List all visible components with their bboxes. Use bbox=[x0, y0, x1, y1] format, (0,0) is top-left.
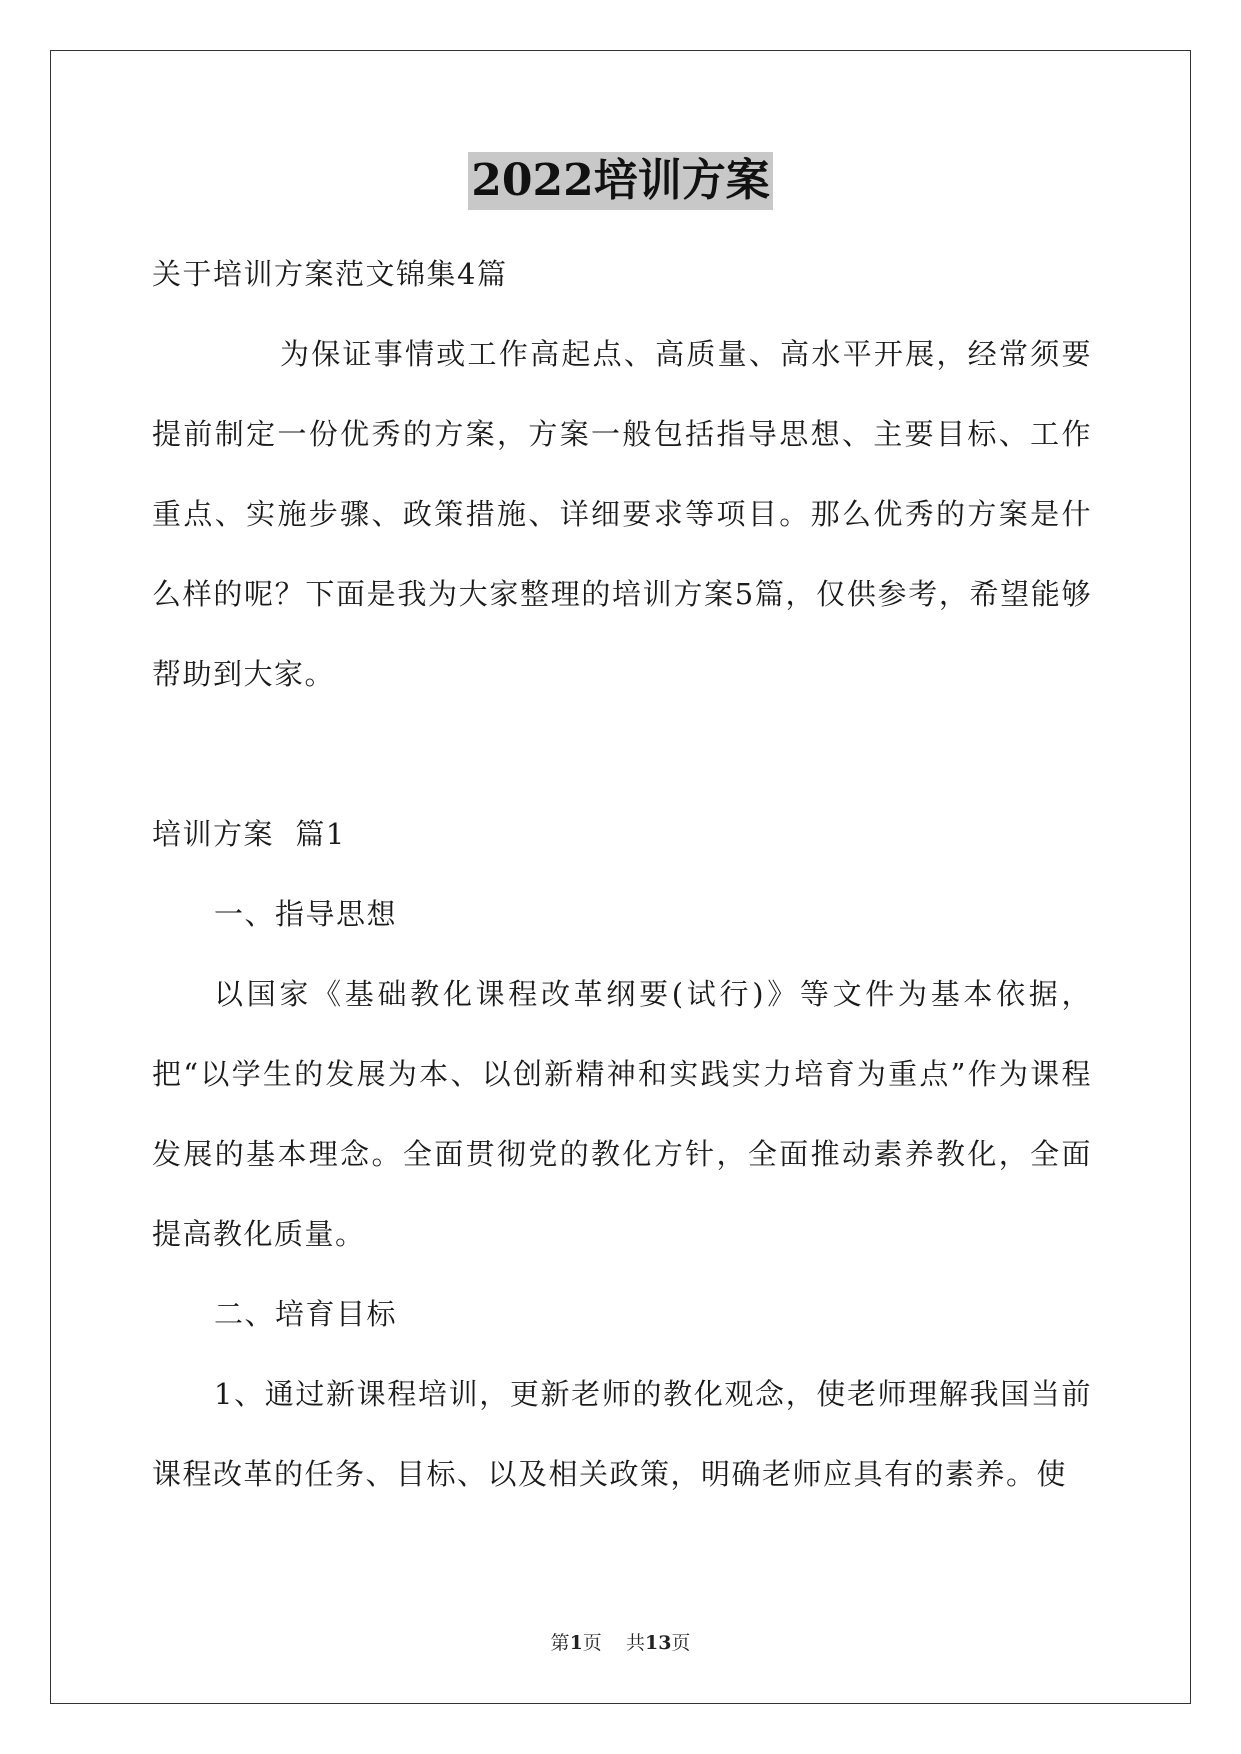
heading-training-goals: 二、培育目标 bbox=[214, 1297, 398, 1331]
paragraph-guiding-ideology: 以国家《基础教化课程改革纲要(试行)》等文件为基本依据，把“以学生的发展为本、以创新精神和实践实力培育为重点”作为课程发展的基本理念。全面贯彻党的教化方针，全面推动素养教化，全面提高教化质量。 bbox=[152, 977, 1092, 1251]
footer-total-pages: 13 bbox=[644, 1632, 672, 1654]
title-container bbox=[0, 152, 1241, 210]
intro-paragraph: 为保证事情或工作高起点、高质量、高水平开展，经常须要提前制定一份优秀的方案，方案一般包括指导思想、主要目标、工作重点、实施步骤、政策措施、详细要求等项目。那么优秀的方案是什么样的呢？下面是我为大家整理的培训方案5篇，仅供参考，希望能够帮助到大家。 bbox=[152, 337, 1092, 691]
heading-guiding-ideology: 一、指导思想 bbox=[214, 897, 398, 931]
document-title: 2022培训方案 bbox=[468, 152, 772, 210]
section-heading: 培训方案 篇1 bbox=[152, 817, 346, 851]
paragraph-spacer bbox=[152, 714, 1092, 794]
footer-page-prefix: 第 bbox=[550, 1632, 570, 1654]
paragraph-training-goals: 1、通过新课程培训，更新老师的教化观念，使老师理解我国当前课程改革的任务、目标、以及相关政策，明确老师应具有的素养。使 bbox=[152, 1377, 1092, 1491]
footer-page-suffix: 页 bbox=[671, 1632, 691, 1654]
footer-page-mid: 页 共 bbox=[582, 1632, 645, 1654]
document-body bbox=[152, 234, 1092, 1514]
document-subtitle: 关于培训方案范文锦集4篇 bbox=[152, 257, 508, 291]
footer-current-page: 1 bbox=[569, 1632, 583, 1654]
page-footer bbox=[0, 1628, 1241, 1655]
